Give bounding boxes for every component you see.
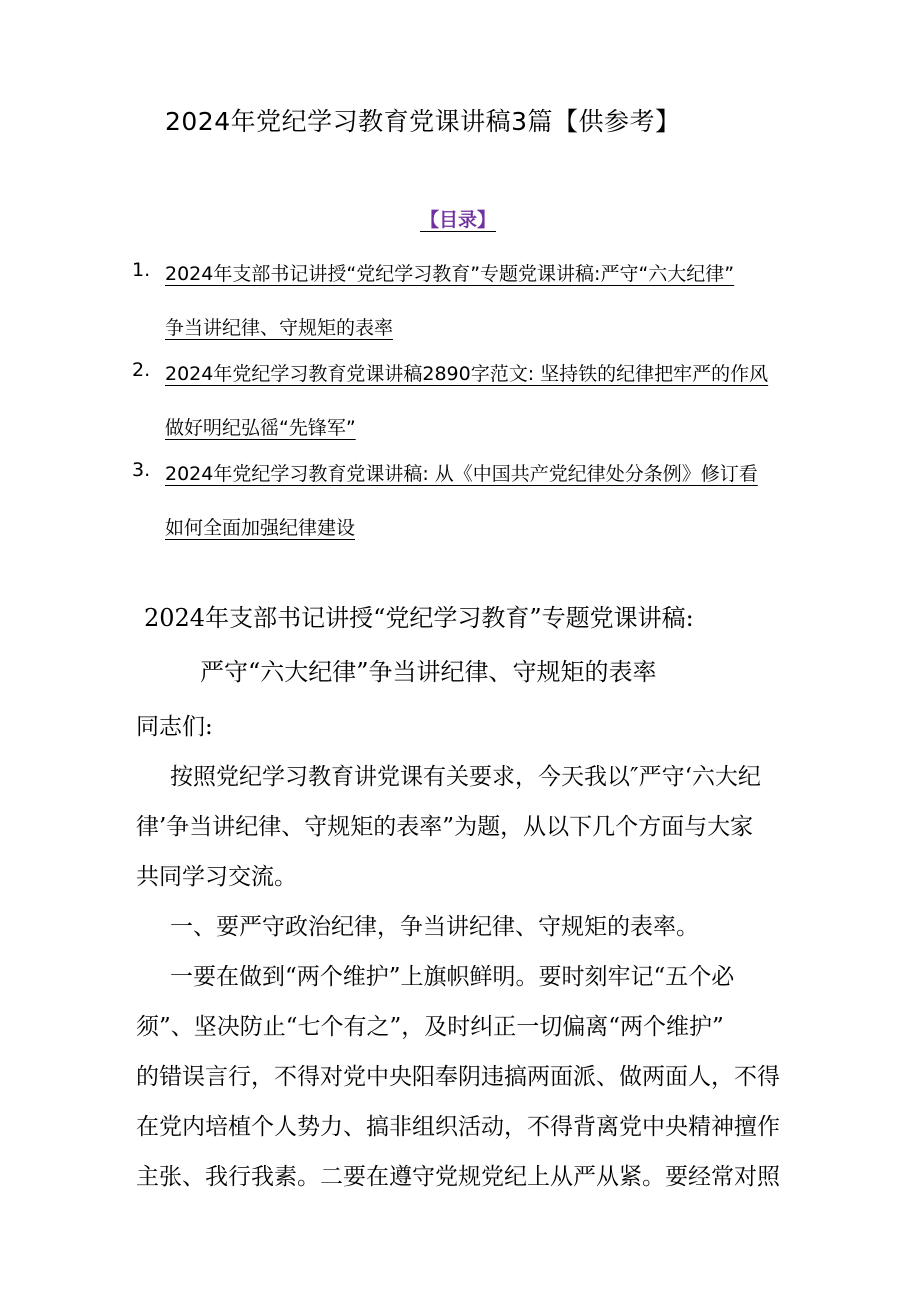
toc-item-link[interactable]: 争当讲纪律、守规矩的表率 bbox=[165, 317, 394, 339]
paragraph-line: 按照党纪学习教育讲党课有关要求，今天我以″严守‘六大纪 bbox=[170, 764, 761, 790]
paragraph-line: 须”、坚决防止“七个有之”，及时纠正一切偏离“两个维护” bbox=[136, 1014, 724, 1040]
toc-item-link[interactable]: 做好明纪弘徭“先锋军” bbox=[165, 417, 356, 439]
paragraph-line: 律’争当讲纪律、守规矩的表率”为题，从以下几个方面与大家 bbox=[136, 814, 754, 840]
toc-item-number: 3. bbox=[132, 459, 151, 481]
section-subtitle: 严守“六大纪律”争当讲纪律、守规矩的表率 bbox=[200, 658, 657, 686]
section-title: 2024年支部书记讲授“党纪学习教育”专题党课讲稿: bbox=[144, 604, 694, 632]
heading-line: 一、要严守政治纪律，争当讲纪律、守规矩的表率。 bbox=[170, 914, 699, 940]
paragraph-line: 主张、我行我素。二要在遵守党规党纪上从严从紧。要经常对照 bbox=[136, 1164, 780, 1190]
salutation: 同志们: bbox=[136, 714, 213, 740]
toc-item-number: 2. bbox=[132, 359, 151, 381]
toc-item-link[interactable]: 2024年党纪学习教育党课讲稿: 从《中国共产党纪律处分条例》修订看 bbox=[165, 463, 758, 485]
toc-item-link[interactable]: 如何全面加强纪律建设 bbox=[165, 517, 356, 539]
paragraph-line: 的错误言行，不得对党中央阳奉阴违搞两面派、做两面人，不得 bbox=[136, 1064, 780, 1090]
toc-item-link[interactable]: 2024年党纪学习教育党课讲稿2890字范文: 坚持铁的纪律把牢严的作风 bbox=[165, 363, 769, 385]
toc-item-number: 1. bbox=[132, 259, 151, 281]
paragraph-line: 一要在做到“两个维护”上旗帜鲜明。要时刻牢记“五个必 bbox=[170, 964, 735, 990]
toc-heading[interactable]: 【目录】 bbox=[420, 209, 497, 231]
paragraph-line: 共同学习交流。 bbox=[136, 864, 297, 890]
paragraph-line: 在党内培植个人势力、搞非组织活动，不得背离党中央精神擅作 bbox=[136, 1114, 780, 1140]
document-title: 2024年党纪学习教育党课讲稿3篇【供参考】 bbox=[165, 107, 681, 136]
toc-item-link[interactable]: 2024年支部书记讲授“党纪学习教育”专题党课讲稿:严守“六大纪律” bbox=[165, 263, 735, 285]
